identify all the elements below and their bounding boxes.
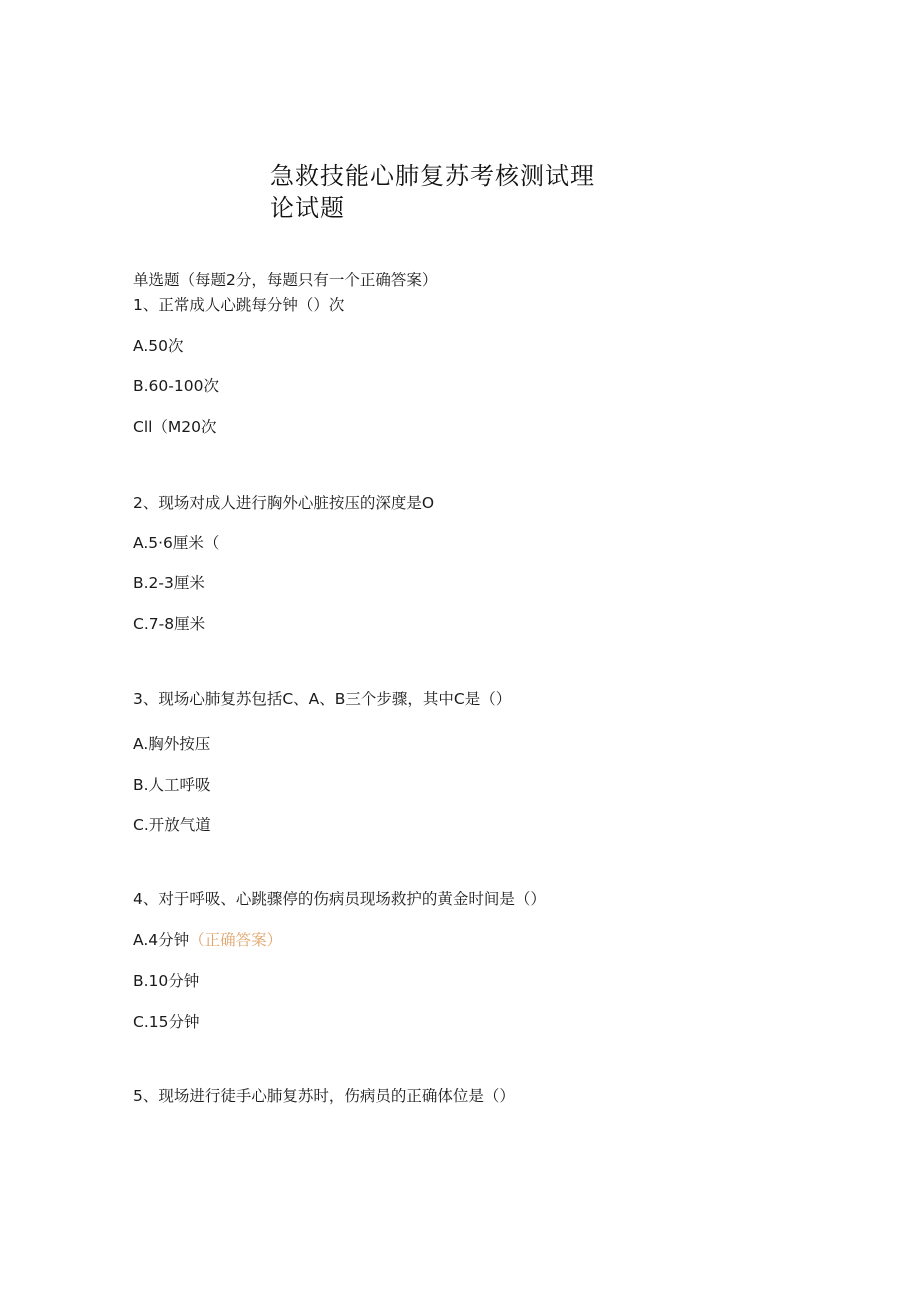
question-2-option-b: B.2-3厘米 [133, 574, 205, 592]
question-2-stem: 2、现场对成人进行胸外心脏按压的深度是O [133, 494, 435, 512]
correct-answer-mark: （正确答案） [189, 931, 283, 949]
question-1-stem: 1、正常成人心跳每分钟（）次 [133, 296, 345, 314]
question-3-option-b: B.人工呼吸 [133, 776, 211, 794]
question-4-stem: 4、对于呼吸、心跳骤停的伤病员现场救护的黄金时间是（） [133, 890, 546, 908]
question-4-option-c: C.15分钟 [133, 1013, 200, 1031]
question-1-option-b: B.60-100次 [133, 377, 219, 395]
question-3-stem: 3、现场心肺复苏包括C、A、B三个步骤，其中C是（） [133, 690, 512, 708]
question-1-option-a: A.50次 [133, 337, 184, 355]
page-title: 急救技能心肺复苏考核测试理论试题 [270, 162, 595, 222]
question-1-option-c: Cll（M20次 [133, 418, 217, 436]
question-3-option-a: A.胸外按压 [133, 735, 211, 753]
question-4-option-b: B.10分钟 [133, 972, 200, 990]
question-2-option-c: C.7-8厘米 [133, 615, 206, 633]
question-2-option-a: A.5·6厘米（ [133, 534, 220, 552]
question-4-option-a [133, 930, 282, 950]
section-header: 单选题（每题2分，每题只有一个正确答案） [133, 271, 438, 289]
question-4-option-a-text: A.4分钟 [133, 931, 190, 949]
question-5-stem: 5、现场进行徒手心肺复苏时，伤病员的正确体位是（） [133, 1087, 515, 1105]
question-3-option-c: C.开放气道 [133, 816, 211, 834]
